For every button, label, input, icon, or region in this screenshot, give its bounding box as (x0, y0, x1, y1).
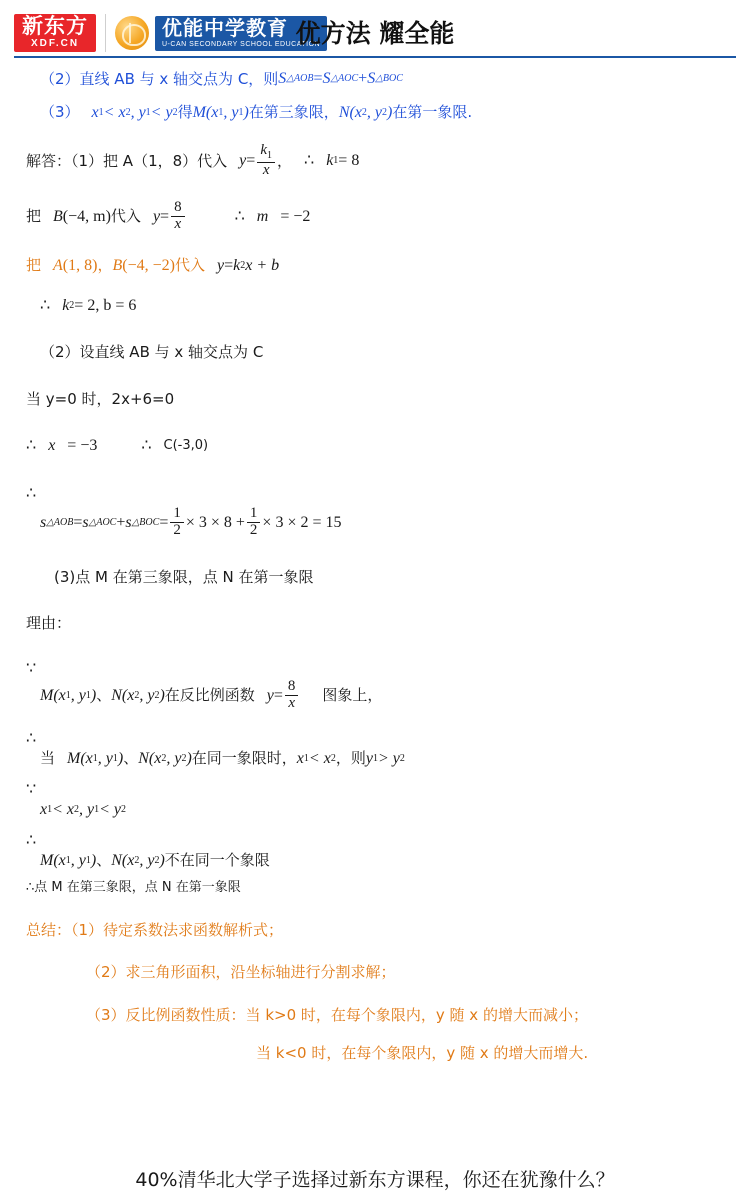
ba-text-3: 把 (26, 256, 42, 275)
n-symbol-12: N (138, 749, 149, 767)
m-y-sub-14: 1 (85, 855, 91, 867)
comma-1: ， (276, 151, 292, 170)
graph-on-text: 图象上， (322, 686, 383, 705)
m-close-11: ) (90, 686, 97, 704)
inverse-func-text: 在反比例函数 (164, 686, 255, 705)
s-aoc-symbol-8: s (82, 513, 89, 531)
n-close-14: ) (159, 851, 165, 869)
solution-line-8 (26, 485, 724, 539)
n-y-sub-11: 2 (154, 690, 160, 702)
therefore-8: ∴ (26, 484, 37, 502)
not-same-quadrant-text: 不在同一个象限 (164, 851, 270, 870)
solution-line-12 (26, 730, 724, 767)
point-b-symbol: B (53, 207, 63, 225)
ba-text-2: 把 (26, 207, 42, 226)
term-8-2: × 3 × 2 = 15 (262, 513, 342, 531)
lesson-content (0, 60, 750, 1062)
half-den-2: 2 (247, 522, 261, 539)
then-12: ，则 (335, 749, 366, 768)
therefore-1: ∴ (304, 152, 315, 170)
y2-symbol: < y (150, 103, 173, 121)
comma-3: ， (97, 256, 113, 275)
brain-icon (115, 16, 149, 50)
m-symbol-11: M (40, 686, 54, 704)
because-11: ∵ (26, 659, 37, 677)
equals-3: = (160, 207, 170, 225)
frac-den-x: x (257, 162, 275, 179)
unengineering-logo (115, 16, 327, 51)
when-12: 当 (40, 749, 56, 768)
therefore-2: ∴ (234, 207, 245, 225)
x2-symbol: < x (103, 103, 126, 121)
k1-value: = 8 (338, 152, 360, 170)
s-boc-symbol: S (367, 70, 376, 87)
x-value-7: = −3 (67, 437, 98, 455)
y1-sub-12: 1 (372, 752, 378, 764)
k2-symbol-4: k (62, 296, 70, 314)
x2-sub-13: 2 (74, 803, 80, 815)
y2-symbol-12: > y (377, 749, 400, 767)
m-args-11: (x (53, 686, 66, 704)
y1-sub-13: 1 (94, 803, 100, 815)
s-aoc-sub: △AOC (330, 73, 359, 85)
youneng-logo-cn: 优能中学教育 (162, 15, 288, 40)
n-y-sub-14: 2 (154, 855, 160, 867)
because-13: ∵ (26, 781, 37, 799)
point-a-symbol: A (53, 256, 63, 274)
y2-symbol-13: < y (99, 800, 122, 818)
page-footer: 40%清华北大学子选择过新东方课程，你还在犹豫什么？ (135, 1169, 615, 1191)
s-boc-sub: △BOC (375, 73, 403, 85)
fraction-one-half-2 (247, 506, 261, 539)
k2-sub: 2 (240, 260, 246, 272)
equals-8b: = (159, 513, 169, 531)
point-n-close: ) (387, 103, 393, 121)
m-value: = −2 (280, 207, 311, 225)
insert-text-2: 代入 (110, 207, 141, 226)
frac-num-8: 8 (174, 199, 182, 216)
point-m-x-sub: 1 (218, 106, 224, 118)
solution-line-2 (26, 200, 724, 233)
m-mid-12: , y (97, 749, 113, 767)
solution-line-5: （2）设直线 AB 与 x 轴交点为 C (40, 343, 264, 362)
therefore-12: ∴ (26, 729, 37, 747)
n-y-sub-12: 2 (181, 752, 187, 764)
de-text: 得 (177, 103, 193, 122)
solution-line-15: ∴点 M 在第三象限，点 N 在第一象限 (26, 880, 241, 896)
m-args-14: (x (53, 851, 66, 869)
xdf-logo (14, 14, 96, 52)
point-m: M (192, 103, 206, 121)
n-close-11: ) (159, 686, 165, 704)
summary-line-1: 总结：（1）待定系数法求函数解析式； (26, 920, 284, 939)
y-symbol-2: y (152, 207, 161, 225)
x1-sub: 1 (98, 106, 104, 118)
point-n-y-sub: 2 (382, 106, 388, 118)
frac-num-8-2: 8 (287, 678, 296, 695)
header-divider (14, 56, 736, 58)
s-boc-symbol-8: s (125, 513, 132, 531)
n-args-11: (x (121, 686, 135, 704)
n-symbol-11: N (111, 686, 122, 704)
therefore-7: ∴ (26, 437, 37, 455)
n-symbol-14: N (111, 851, 122, 869)
n-x-sub-11: 2 (134, 690, 140, 702)
point-a-args: (1, 8) (62, 256, 98, 274)
x-symbol-7: x (48, 437, 56, 455)
k2-symbol: k (233, 256, 241, 274)
analysis-item-2 (26, 70, 724, 88)
term-8-1: × 3 × 8 + (185, 513, 245, 531)
fraction-8-over-x-2 (285, 679, 299, 712)
y1-symbol-12: y (365, 749, 373, 767)
m-close-14: ) (90, 851, 97, 869)
x1-symbol: x (91, 103, 99, 121)
fraction-one-half-1 (170, 506, 184, 539)
y2-sub-13: 2 (121, 803, 127, 815)
dun-12: 、 (123, 749, 139, 768)
m-x-sub-11: 1 (65, 690, 71, 702)
solution-line-13 (26, 781, 724, 818)
half-num-2: 1 (249, 505, 258, 522)
equals-11: = (273, 686, 283, 704)
solution-line-14 (26, 832, 724, 869)
m-symbol-12: M (67, 749, 81, 767)
solution-line-10: 理由： (26, 614, 72, 633)
plus-8: + (116, 513, 126, 531)
therefore-7b: ∴ (141, 437, 152, 455)
therefore-14: ∴ (26, 832, 37, 850)
m-mid-14: , y (70, 851, 86, 869)
y2-sub-12: 2 (399, 752, 405, 764)
m-x-sub-14: 1 (65, 855, 71, 867)
point-b-args: (−4, m) (62, 207, 111, 225)
frac-den-x-2: x (171, 216, 185, 233)
y1-symbol-13: , y (79, 800, 95, 818)
frac-den-x-3: x (285, 695, 299, 712)
y1-symbol: , y (130, 103, 146, 121)
youneng-logo-en: U-CAN SECONDARY SCHOOL EDUCATION (162, 40, 321, 48)
s-aoc-symbol: S (322, 70, 331, 87)
insert-text-3: 代入 (174, 256, 205, 275)
point-m-y: , y (223, 103, 239, 121)
page-header (0, 0, 750, 60)
x1-symbol-13: x (40, 800, 48, 818)
point-m-x: (x (205, 103, 219, 121)
m-x-sub-12: 1 (92, 752, 98, 764)
m-args-12: (x (80, 749, 93, 767)
n-args-14: (x (121, 851, 135, 869)
s-aob-sub: △AOB (286, 73, 314, 85)
y-symbol-3: y (216, 256, 225, 274)
s-boc-sub-8: △BOC (131, 517, 160, 529)
m-y-sub-12: 1 (112, 752, 118, 764)
point-m-y-sub: 1 (238, 106, 244, 118)
m-symbol: m (256, 207, 269, 225)
same-quadrant-text: 在同一象限时， (191, 749, 297, 768)
summary-line-2: （2）求三角形面积，沿坐标轴进行分割求解； (86, 963, 396, 982)
x2-sub: 2 (125, 106, 131, 118)
n-x-sub-12: 2 (161, 752, 167, 764)
solution-line-6: 当 y=0 时，2x+6=0 (26, 389, 175, 408)
y1-sub: 1 (145, 106, 151, 118)
k2-sub-4: 2 (69, 299, 75, 311)
analysis-item-2-text: （2）直线 AB 与 x 轴交点为 C，则 (40, 69, 279, 88)
header-slogan: 优方法 耀全能 (295, 19, 455, 48)
point-b-args-3: (−4, −2) (122, 256, 175, 274)
solution-line-11 (26, 660, 724, 712)
x2-symbol-12: < x (308, 749, 331, 767)
dun-11: 、 (96, 686, 112, 705)
summary-line-3: （3）反比例函数性质：当 k>0 时，在每个象限内，y 随 x 的增大而减小； (86, 1005, 588, 1024)
s-aoc-sub-8: △AOC (88, 517, 117, 529)
xdf-logo-cn: 新东方 (22, 14, 88, 38)
point-n-x: (x (349, 103, 362, 121)
point-b-symbol-3: B (112, 256, 123, 274)
n-args-12: (x (148, 749, 162, 767)
xdf-logo-en: XDF.CN (30, 38, 80, 49)
solution-line-1 (26, 143, 724, 178)
n-x-sub-14: 2 (134, 855, 140, 867)
solution-line-9: (3)点 M 在第三象限，点 N 在第一象限 (54, 567, 314, 586)
n-mid-12: , y (166, 749, 182, 767)
fraction-8-over-x-1 (171, 200, 185, 233)
dun-14: 、 (96, 851, 112, 870)
logo-divider (105, 14, 106, 52)
solution-line-3 (26, 257, 724, 275)
analysis-item-3 (26, 104, 724, 122)
equals-8a: = (73, 513, 83, 531)
n-mid-11: , y (139, 686, 155, 704)
point-n: N (338, 103, 350, 121)
k1-sub: 1 (333, 155, 339, 167)
point-n-y: , y (366, 103, 383, 121)
y2-sub: 2 (172, 106, 178, 118)
x1-sub-13: 1 (47, 803, 53, 815)
m-close-12: ) (117, 749, 124, 767)
solution-line-4 (26, 297, 724, 315)
frac-num-k-sub: 1 (266, 150, 272, 162)
s-aob-symbol-8: s (40, 513, 47, 531)
k1-symbol: k (326, 152, 334, 170)
n-mid-14: , y (139, 851, 155, 869)
half-den-1: 2 (170, 522, 184, 539)
third-quadrant-text: 在第三象限， (248, 103, 339, 122)
m-symbol-14: M (40, 851, 54, 869)
summary-line-4: 当 k<0 时，在每个象限内，y 随 x 的增大而增大. (256, 1044, 589, 1063)
therefore-4: ∴ (40, 296, 51, 314)
fraction-k1-over-x (257, 143, 275, 178)
equals-4: = (224, 256, 234, 274)
first-quadrant-text: 在第一象限. (392, 103, 473, 122)
frac-num-k: k (260, 142, 267, 159)
point-n-x-sub: 2 (361, 106, 367, 118)
x2-symbol-13: < x (52, 800, 75, 818)
s-aob-symbol: S (278, 70, 287, 87)
solution-line-7 (26, 437, 724, 455)
half-num-1: 1 (173, 505, 181, 522)
x1-sub-12: 1 (303, 752, 309, 764)
s-aob-sub-8: △AOB (46, 517, 74, 529)
equals-1: = (313, 70, 323, 87)
y-symbol-1: y (239, 152, 247, 170)
y-symbol-11: y (266, 686, 274, 704)
solution-line-1-text: 解答：（1）把 A（1，8）代入 (26, 151, 228, 170)
x1-symbol-12: x (296, 749, 304, 767)
x2-sub-12: 2 (330, 752, 336, 764)
n-close-12: ) (186, 749, 192, 767)
m-mid-11: , y (70, 686, 86, 704)
point-m-close: ) (243, 103, 249, 121)
equals-2: = (246, 152, 256, 170)
m-y-sub-11: 1 (85, 690, 91, 702)
analysis-item-3-label: （3） (40, 103, 80, 122)
k2-rest: x + b (245, 256, 280, 274)
plus-1: + (358, 70, 368, 87)
point-c-value: C(-3,0) (163, 437, 209, 453)
k2-b-values: = 2, b = 6 (74, 296, 137, 314)
